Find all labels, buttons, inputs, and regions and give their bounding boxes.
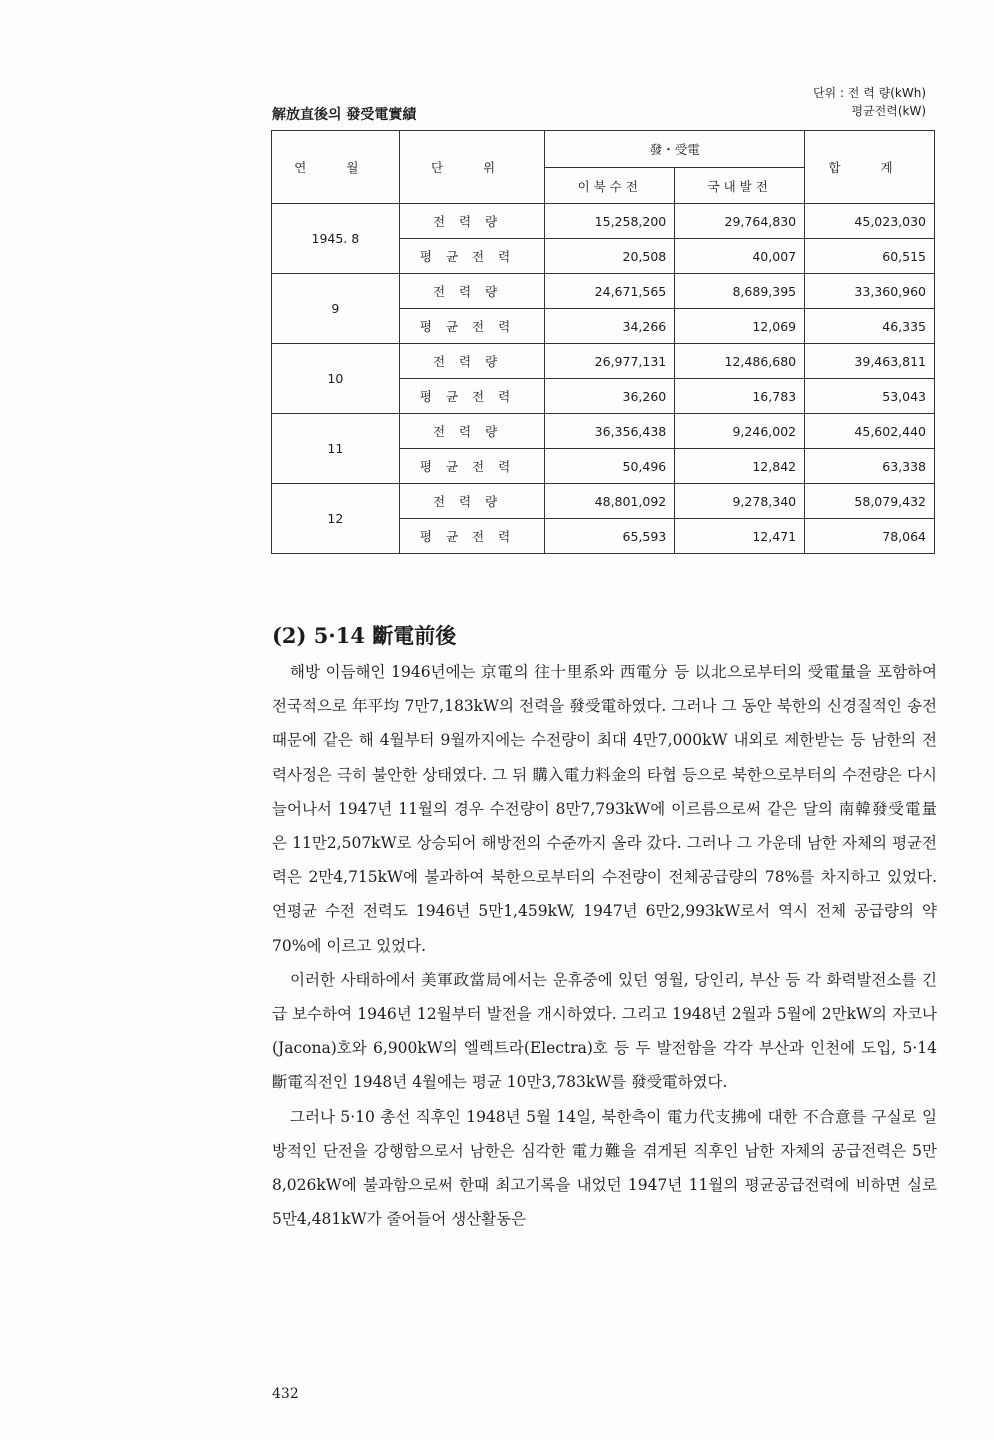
unit-cell: 전력량 [399,344,545,379]
unit-cell: 평균전력 [399,309,545,344]
table-row [272,204,935,239]
value-cell: 46,335 [805,309,935,344]
value-cell: 9,278,340 [675,484,805,519]
month-cell: 1945. 8 [272,204,400,274]
paragraph: 그러나 5·10 총선 직후인 1948년 5월 14일, 북한측이 電力代支拂에 대한 不合意를 구실로 일방적인 단전을 강행함으로서 남한은 심각한 電力難을 겪게된 직후인 남한 자체의 공급전력은 5만8,026kW에 불과함으로써 한때 최고기록을 내었던 1947년 11월의 평균공급전력에 비하면 실로 5만4,481kW가 줄어들어 생산활동은 [272,1107,937,1229]
header-month: 연 월 [272,131,400,204]
value-cell: 12,069 [675,309,805,344]
value-cell: 29,764,830 [675,204,805,239]
table-row [272,414,935,449]
table-row [272,344,935,379]
unit-cell: 전력량 [399,274,545,309]
value-cell: 48,801,092 [545,484,675,519]
table-row [272,274,935,309]
month-cell: 9 [272,274,400,344]
header-north: 이북수전 [545,168,675,204]
unit-cell: 전력량 [399,484,545,519]
value-cell: 9,246,002 [675,414,805,449]
unit-note [813,84,926,120]
unit-note-energy: 단위 : 전 력 량(kWh) [812,86,926,100]
header-unit: 단 위 [399,131,545,204]
value-cell: 12,842 [675,449,805,484]
section-heading: (2) 5·14 斷電前後 [272,623,457,648]
power-table [271,130,935,554]
value-cell: 58,079,432 [805,484,935,519]
value-cell: 24,671,565 [545,274,675,309]
month-cell: 12 [272,484,400,554]
paragraph: 해방 이듬해인 1946년에는 京電의 往十里系와 西電分 등 以北으로부터의 受電量을 포함하여 전국적으로 年平均 7만7,183kW의 전력을 發受電하였다. 그러나 그 동안 북한의 신경질적인 송전 때문에 같은 해 4월부터 9월까지에는 수전량이 최대 4만7,000kW 내외로 제한받는 등 남한의 전력사정은 극히 불안한 상태였다. 그 뒤 購入電力料金의 타협 등으로 북한으로부터의 수전량은 다시 늘어나서 1947년 11월의 경우 수전량이 8만7,793kW에 이르름으로써 같은 달의 南韓發受電量은 11만2,507kW로 상승되어 해방전의 수준까지 올라 갔다. 그러나 그 가운데 남한 자체의 평균전력은 2만4,715kW에 불과하여 북한으로부터의 수전량이 전체공급량의 78%를 차지하고 있었다. 연평균 수전 전력도 1946년 5만1,459kW, 1947년 6만2,993kW로서 역시 전체 공급량의 약 70%에 이르고 있었다. [272,663,937,955]
value-cell: 40,007 [675,239,805,274]
value-cell: 50,496 [545,449,675,484]
month-cell: 11 [272,414,400,484]
value-cell: 33,360,960 [805,274,935,309]
value-cell: 39,463,811 [805,344,935,379]
header-total: 합 계 [805,131,935,204]
value-cell: 12,486,680 [675,344,805,379]
header-domestic: 국내발전 [675,168,805,204]
value-cell: 26,977,131 [545,344,675,379]
table-caption: 解放直後의 發受電實績 [272,107,417,123]
value-cell: 53,043 [805,379,935,414]
value-cell: 8,689,395 [675,274,805,309]
unit-cell: 전력량 [399,414,545,449]
value-cell: 45,023,030 [805,204,935,239]
value-cell: 78,064 [805,519,935,554]
unit-cell: 평균전력 [399,449,545,484]
value-cell: 12,471 [675,519,805,554]
value-cell: 63,338 [805,449,935,484]
value-cell: 60,515 [805,239,935,274]
body-text [272,655,937,1236]
paragraph: 이러한 사태하에서 美軍政當局에서는 운휴중에 있던 영월, 당인리, 부산 등 각 화력발전소를 긴급 보수하여 1946년 12월부터 발전을 개시하였다. 그리고 1948년 2월과 5월에 2만kW의 자코나(Jacona)호와 6,900kW의 엘렉트라(Electra)호 등 두 발전함을 각각 부산과 인천에 도입, 5·14 斷電직전인 1948년 4월에는 평균 10만3,783kW를 發受電하였다. [272,970,937,1092]
table-row [272,484,935,519]
value-cell: 15,258,200 [545,204,675,239]
unit-cell: 평균전력 [399,519,545,554]
month-cell: 10 [272,344,400,414]
value-cell: 16,783 [675,379,805,414]
page-number: 432 [272,1386,299,1402]
unit-cell: 평균전력 [399,379,545,414]
value-cell: 36,356,438 [545,414,675,449]
unit-cell: 전력량 [399,204,545,239]
value-cell: 65,593 [545,519,675,554]
unit-cell: 평균전력 [399,239,545,274]
value-cell: 34,266 [545,309,675,344]
unit-note-power: 평균전력(kW) [851,104,926,118]
header-group: 發・受電 [545,131,805,168]
value-cell: 20,508 [545,239,675,274]
value-cell: 36,260 [545,379,675,414]
value-cell: 45,602,440 [805,414,935,449]
